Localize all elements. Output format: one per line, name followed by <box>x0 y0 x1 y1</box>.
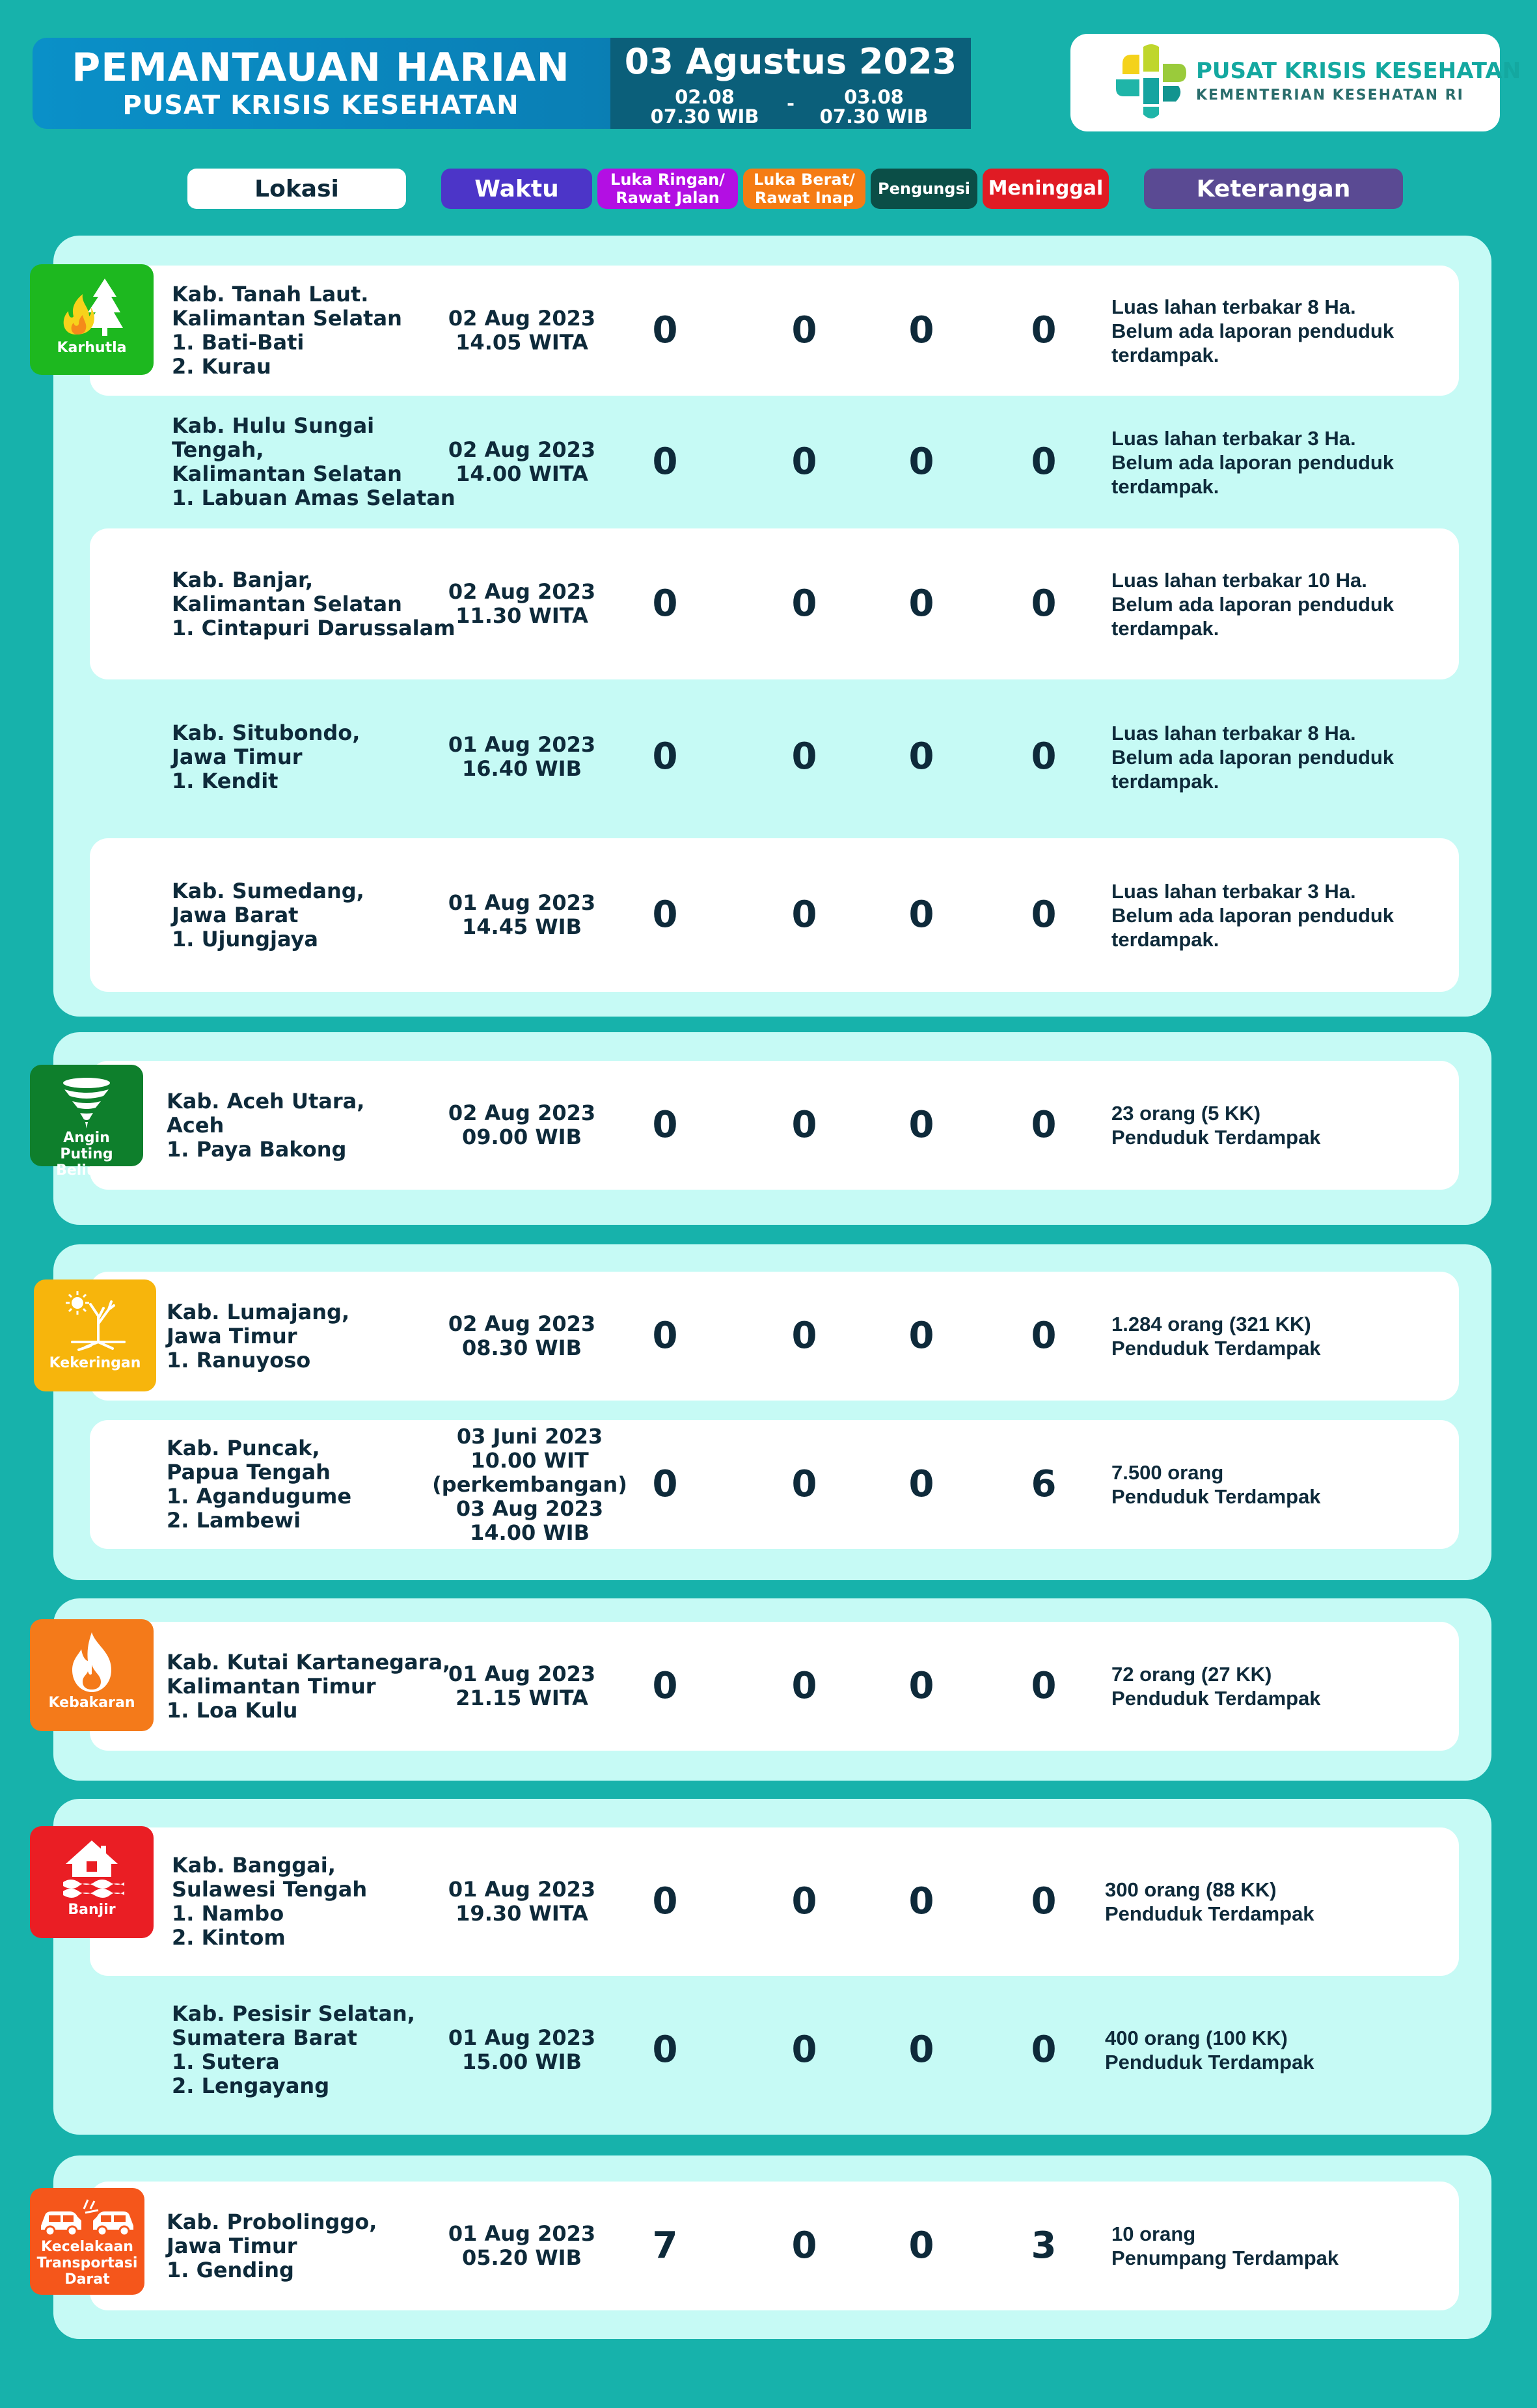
count-ringan: 0 <box>652 735 678 778</box>
category-badge <box>34 1279 156 1391</box>
column-label-luka-ringan-1: Luka Ringan/ <box>610 171 725 189</box>
count-meninggal: 0 <box>1031 1315 1057 1357</box>
count-ringan: 0 <box>652 2029 678 2071</box>
title-left <box>33 38 609 129</box>
count-pengungsi: 0 <box>908 2224 934 2267</box>
count-berat: 0 <box>791 309 817 351</box>
time-text: 01 Aug 2023 14.45 WIB <box>448 890 596 939</box>
keterangan-text: 23 orang (5 KK) Penduduk Terdampak <box>1111 1102 1321 1149</box>
keterangan-text: 7.500 orang Penduduk Terdampak <box>1111 1461 1321 1508</box>
count-ringan: 0 <box>652 1880 678 1922</box>
count-meninggal: 0 <box>1031 582 1057 625</box>
count-berat: 0 <box>791 2029 817 2071</box>
location-text: Kab. Banjar, Kalimantan Selatan 1. Cintapuri Darussalam <box>172 567 456 640</box>
count-pengungsi: 0 <box>908 1104 934 1146</box>
range-end-date: 03.08 <box>844 86 904 108</box>
date-panel <box>610 38 971 129</box>
keterangan-text: 300 orang (88 KK) Penduduk Terdampak <box>1105 1878 1314 1925</box>
count-pengungsi: 0 <box>908 894 934 936</box>
category-badge <box>30 1065 143 1179</box>
time-text: 02 Aug 2023 09.00 WIB <box>448 1101 596 1149</box>
category-label: Kekeringan <box>49 1355 141 1371</box>
location-text: Kab. Pesisir Selatan, Sumatera Barat 1. Sutera 2. Lengayang <box>172 2001 415 2098</box>
range-start-date: 02.08 <box>675 86 735 108</box>
time-text: 01 Aug 2023 05.20 WIB <box>448 2221 596 2270</box>
time-text: 01 Aug 2023 21.15 WITA <box>448 1662 596 1710</box>
count-pengungsi: 0 <box>908 1665 934 1707</box>
keterangan-text: Luas lahan terbakar 3 Ha. Belum ada laporan penduduk terdampak. <box>1111 879 1394 951</box>
keterangan-text: Luas lahan terbakar 3 Ha. Belum ada laporan penduduk terdampak. <box>1111 426 1394 498</box>
tornado-icon <box>30 1075 143 1130</box>
column-header-meninggal <box>983 169 1109 209</box>
keterangan-text: 400 orang (100 KK) Penduduk Terdampak <box>1105 2027 1314 2073</box>
count-ringan: 0 <box>652 894 678 936</box>
keterangan-text: Luas lahan terbakar 8 Ha. Belum ada laporan penduduk terdampak. <box>1111 721 1394 793</box>
count-berat: 0 <box>791 582 817 625</box>
count-pengungsi: 0 <box>908 441 934 483</box>
column-header-keterangan <box>1144 169 1403 209</box>
column-header-luka-ringan <box>597 169 738 209</box>
keterangan-text: Luas lahan terbakar 8 Ha. Belum ada laporan penduduk terdampak. <box>1111 295 1394 366</box>
health-crisis-logo-icon <box>1111 42 1189 124</box>
location-text: Kab. Aceh Utara, Aceh 1. Paya Bakong <box>167 1088 365 1162</box>
location-text: Kab. Banggai, Sulawesi Tengah 1. Nambo 2. Kintom <box>172 1853 368 1950</box>
column-label-luka-berat-1: Luka Berat/ <box>754 171 855 189</box>
time-text: 02 Aug 2023 08.30 WIB <box>448 1311 596 1360</box>
column-label-pengungsi: Pengungsi <box>878 180 970 198</box>
count-pengungsi: 0 <box>908 582 934 625</box>
logo-org: KEMENTERIAN KESEHATAN RI <box>1196 87 1464 103</box>
forest-fire-icon <box>30 275 154 340</box>
location-text: Kab. Hulu Sungai Tengah, Kalimantan Selatan 1. Labuan Amas Selatan <box>172 413 456 510</box>
count-berat: 0 <box>791 1315 817 1357</box>
count-meninggal: 0 <box>1031 1880 1057 1922</box>
time-text: 01 Aug 2023 15.00 WIB <box>448 2025 596 2074</box>
location-text: Kab. Probolinggo, Jawa Timur 1. Gending <box>167 2209 377 2282</box>
count-meninggal: 0 <box>1031 2029 1057 2071</box>
keterangan-text: 1.284 orang (321 KK) Penduduk Terdampak <box>1111 1313 1321 1360</box>
count-meninggal: 0 <box>1031 309 1057 351</box>
location-text: Kab. Situbondo, Jawa Timur 1. Kendit <box>172 720 360 793</box>
page-title: PEMANTAUAN HARIAN <box>72 45 570 90</box>
report-date: 03 Agustus 2023 <box>624 41 957 82</box>
range-end <box>806 87 942 126</box>
column-header-pengungsi <box>871 169 977 209</box>
range-start <box>636 87 773 126</box>
time-text: 01 Aug 2023 16.40 WIB <box>448 732 596 781</box>
time-text: 02 Aug 2023 11.30 WITA <box>448 579 596 628</box>
category-label: Banjir <box>68 1902 116 1918</box>
column-label-meninggal: Meninggal <box>988 177 1104 200</box>
count-berat: 0 <box>791 1104 817 1146</box>
column-header-lokasi <box>187 169 406 209</box>
column-label-waktu: Waktu <box>474 175 559 202</box>
count-meninggal: 3 <box>1031 2224 1057 2267</box>
category-label: Kebakaran <box>48 1695 135 1711</box>
count-ringan: 0 <box>652 441 678 483</box>
column-header-waktu <box>441 169 592 209</box>
count-berat: 0 <box>791 1665 817 1707</box>
location-text: Kab. Lumajang, Jawa Timur 1. Ranuyoso <box>167 1299 350 1373</box>
time-range <box>610 87 971 126</box>
count-pengungsi: 0 <box>908 2029 934 2071</box>
count-ringan: 0 <box>652 1104 678 1146</box>
count-ringan: 0 <box>652 582 678 625</box>
count-pengungsi: 0 <box>908 1463 934 1505</box>
time-text: 03 Juni 2023 10.00 WIT (perkembangan) 03 Aug 2023 14.00 WIB <box>432 1423 627 1545</box>
location-text: Kab. Kutai Kartanegara, Kalimantan Timur 1. Loa Kulu <box>167 1649 451 1723</box>
time-text: 02 Aug 2023 14.00 WITA <box>448 437 596 486</box>
range-separator: - <box>786 92 795 115</box>
keterangan-text: 10 orang Penumpang Terdampak <box>1111 2223 1339 2269</box>
count-meninggal: 0 <box>1031 894 1057 936</box>
range-start-time: 07.30 WIB <box>650 105 759 128</box>
location-text: Kab. Puncak, Papua Tengah 1. Agandugume 2. Lambewi <box>167 1436 352 1533</box>
count-berat: 0 <box>791 2224 817 2267</box>
page-subtitle: PUSAT KRISIS KESEHATAN <box>122 90 519 120</box>
logo-name: PUSAT KRISIS KESEHATAN <box>1196 58 1521 84</box>
count-meninggal: 0 <box>1031 1104 1057 1146</box>
time-text: 01 Aug 2023 19.30 WITA <box>448 1877 596 1926</box>
count-meninggal: 0 <box>1031 441 1057 483</box>
count-berat: 0 <box>791 1463 817 1505</box>
time-text: 02 Aug 2023 14.05 WITA <box>448 306 596 355</box>
count-pengungsi: 0 <box>908 1880 934 1922</box>
count-pengungsi: 0 <box>908 309 934 351</box>
count-ringan: 7 <box>652 2224 678 2267</box>
category-badge <box>30 1826 154 1938</box>
count-meninggal: 0 <box>1031 1665 1057 1707</box>
title-banner <box>33 38 971 129</box>
column-label-luka-ringan-2: Rawat Jalan <box>616 189 720 207</box>
count-meninggal: 0 <box>1031 735 1057 778</box>
column-label-lokasi: Lokasi <box>254 175 339 202</box>
keterangan-text: 72 orang (27 KK) Penduduk Terdampak <box>1111 1663 1321 1710</box>
count-berat: 0 <box>791 441 817 483</box>
column-label-keterangan: Keterangan <box>1196 175 1351 202</box>
category-badge <box>30 2188 144 2295</box>
location-text: Kab. Sumedang, Jawa Barat 1. Ujungjaya <box>172 878 364 951</box>
fire-icon <box>30 1630 154 1695</box>
range-end-time: 07.30 WIB <box>819 105 929 128</box>
count-ringan: 0 <box>652 309 678 351</box>
count-meninggal: 6 <box>1031 1463 1057 1505</box>
column-header-luka-berat <box>743 169 865 209</box>
count-pengungsi: 0 <box>908 1315 934 1357</box>
category-badge <box>30 1619 154 1731</box>
category-label: Angin Puting Beliung <box>56 1130 117 1179</box>
count-berat: 0 <box>791 1880 817 1922</box>
count-berat: 0 <box>791 894 817 936</box>
count-ringan: 0 <box>652 1315 678 1357</box>
column-label-luka-berat-2: Rawat Inap <box>754 189 854 207</box>
drought-icon <box>34 1290 156 1355</box>
logo-card <box>1070 34 1521 131</box>
category-badge <box>30 264 154 375</box>
count-berat: 0 <box>791 735 817 778</box>
category-label: Karhutla <box>57 340 127 356</box>
category-label: Kecelakaan Transportasi Darat <box>36 2239 138 2288</box>
count-ringan: 0 <box>652 1665 678 1707</box>
location-text: Kab. Tanah Laut. Kalimantan Selatan 1. Bati-Bati 2. Kurau <box>172 282 402 379</box>
count-pengungsi: 0 <box>908 735 934 778</box>
car-crash-icon <box>30 2197 144 2239</box>
flood-icon <box>30 1837 154 1902</box>
count-ringan: 0 <box>652 1463 678 1505</box>
keterangan-text: Luas lahan terbakar 10 Ha. Belum ada laporan penduduk terdampak. <box>1111 568 1394 640</box>
